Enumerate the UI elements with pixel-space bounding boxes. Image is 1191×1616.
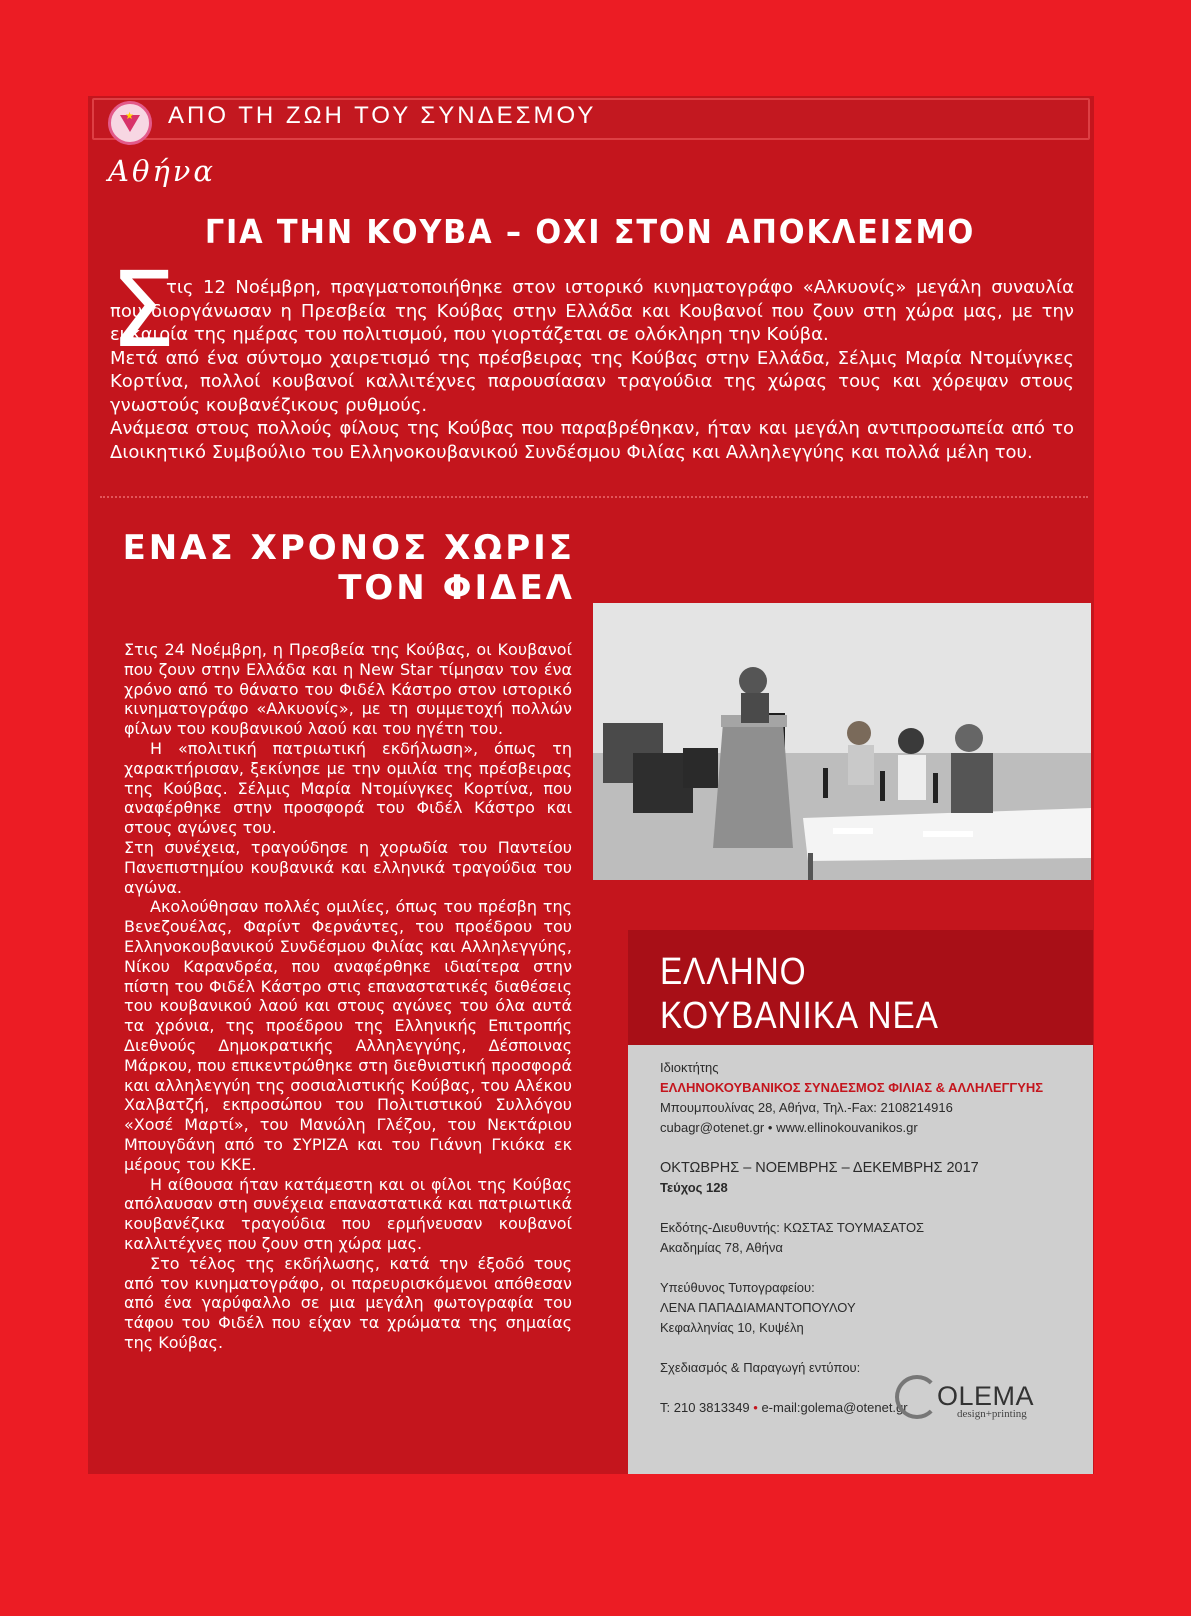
article2-paragraph: Στο τέλος της εκδήλωσης, κατά την έξοδό τους από τον κινηματογράφο, οι παρευρισκόμενοι απόθεσαν από ένα γαρύφαλλο σε μια μεγάλη φωτογραφία του τάφου του Φιδέλ που είχαν τα χρώματα της σημαίας της Κούβας.: [124, 1253, 572, 1352]
event-photo: [593, 603, 1091, 880]
article1-title: ΓΙΑ ΤΗΝ ΚΟΥΒΑ – ΟΧΙ ΣΤΟΝ ΑΠΟΚΛΕΙΣΜΟ: [204, 212, 976, 251]
publisher-name: ΚΩΣΤΑΣ ΤΟΥΜΑΣΑΤΟΣ: [783, 1220, 925, 1235]
article2-paragraph: Στις 24 Νοέμβρη, η Πρεσβεία της Κούβας, οι Κουβανοί που ζουν στην Ελλάδα και η New Star τίμησαν τον ένα χρόνο από το θάνατο του Φιδέλ Κάστρο στον ιστορικό κινηματογράφο «Αλκυονίς», με τη συμμετοχή πολλών φίλων του κουβανικού λαού και του ηγέτη του.: [124, 640, 572, 739]
article1-dropcap: Σ: [110, 249, 176, 371]
issue-number: Τεύχος 128: [660, 1180, 728, 1195]
printer-phone: Τ: 210 3813349: [660, 1400, 750, 1415]
masthead-title: [660, 950, 939, 1038]
article1-body: [110, 276, 1074, 464]
article2-title: [115, 528, 575, 608]
owner-label: Ιδιοκτήτης: [660, 1060, 719, 1075]
dotted-divider: [100, 496, 1088, 498]
bullet-separator: •: [767, 1120, 777, 1135]
owner-website[interactable]: www.ellinokouvanikos.gr: [776, 1120, 918, 1135]
article1-paragraph: Μετά από ένα σύντομο χαιρετισμό της πρέσβειρας της Κούβας στην Ελλάδα, Σέλμις Μαρία Ντομίνγκες Κορτίνα, πολλοί κουβανοί καλλιτέχνες παρουσίασαν τραγούδια της χώρας τους και χόρεψαν στους γνωστούς κουβανέζικους ρυθμούς.: [110, 347, 1074, 416]
issue-date: ΟΚΤΩΒΡΗΣ – ΝΟΕΜΒΡΗΣ – ΔΕΚΕΜΒΡΗΣ 2017: [660, 1160, 979, 1176]
event-photo-graphic: [593, 603, 1091, 880]
article2-body: [124, 640, 572, 1353]
article2-paragraph: Η «πολιτική πατριωτική εκδήλωση», όπως τη χαρακτήρισαν, ξεκίνησε με την ομιλία της πρέσβειρας της Κούβας. Σέλμις Μαρία Ντομίνγκες Κορτίνα, που αναφέρθηκε στην προσφορά του Φιδέλ Κάστρο και στους αγώνες του.: [124, 738, 572, 838]
publisher-line: [660, 1218, 1085, 1238]
design-label: Σχεδιασμός & Παραγωγή εντύπου:: [660, 1360, 861, 1375]
article1-paragraph: τις 12 Νοέμβρη, πραγματοποιήθηκε στον ιστορικό κινηματογράφο «Αλκυονίς» μεγάλη συναυλία που διοργάνωσαν η Πρεσβεία της Κούβας στην Ελλάδα και Κουβανοί που ζουν στη χώρα μας, με την ευκαιρία της ημέρας του πολιτισμού, που γιορτάζεται σε ολόκληρη την Κούβα.: [110, 277, 1074, 345]
article2-paragraph: Ακολούθησαν πολλές ομιλίες, όπως του πρέσβη της Βενεζουέλας, Φαρίντ Φερνάντες, του προέδρου του Ελληνοκουβανικού Συνδέσμου Φιλίας και Αλληλεγγύης, Νίκου Καρανδρέα, που αναφέρθηκε ιδιαίτερα στην πίστη του Φιδέλ Κάστρο στις επαναστατικές διαθέσεις του κουβανικού λαού και στους αγώνες του όλα αυτά τα χρόνια, της προέδρου της Ελληνικής Επιτροπής Διεθνούς Δημοκρατικής Αλληλεγγύης, Δέσποινας Μάρκου, που επικεντρώθηκε στη διεθνιστική προσφορά και αλληλεγγύη της σοσιαλιστικής Κούβας, του Αλέκου Χαλβατζή, εκπροσώπου του Πολιτιστικού Συλλόγου «Χοσέ Μαρτί», του Μανώλη Γλέζου, του Νεκτάριου Μπουγδάνη από το ΣΥΡΙΖΑ και του Γιάννη Γκιόκα εκ μέρους του ΚΚΕ.: [124, 897, 572, 1174]
article2-title-line1: ΕΝΑΣ ΧΡΟΝΟΣ ΧΩΡΙΣ: [122, 528, 575, 568]
publisher-label: Εκδότης-Διευθυντής:: [660, 1220, 780, 1235]
golema-name: OLEMA: [937, 1381, 1035, 1411]
article2-paragraph: Η αίθουσα ήταν κατάμεστη και οι φίλοι της Κούβας απόλαυσαν στη συνέχεια επαναστατικά και πατριωτικά κουβανέζικα τραγούδια που ερμήνευσαν κουβανοί καλλιτέχνες που ζουν στη χώρα μας.: [124, 1174, 572, 1253]
golema-subtitle: design+printing: [957, 1408, 1027, 1420]
masthead-info: [660, 1058, 1085, 1418]
masthead-title-line1: ΕΛΛΗΝΟ: [660, 951, 807, 993]
owner-name: ΕΛΛΗΝΟΚΟΥΒΑΝΙΚΟΣ ΣΥΝΔΕΣΜΟΣ ΦΙΛΙΑΣ & ΑΛΛΗΛΕΓΓΥΗΣ: [660, 1080, 1044, 1095]
association-logo: [108, 101, 152, 145]
owner-email[interactable]: cubagr@otenet.gr: [660, 1120, 765, 1135]
bullet-separator: •: [753, 1400, 762, 1415]
printer-address: Κεφαλληνίας 10, Κυψέλη: [660, 1320, 804, 1335]
printer-email[interactable]: e-mail:golema@otenet.gr: [761, 1400, 908, 1415]
contact-line: [660, 1118, 1085, 1138]
publisher-address: Ακαδημίας 78, Αθήνα: [660, 1240, 783, 1255]
section-title: ΑΠΟ ΤΗ ΖΩΗ ΤΟΥ ΣΥΝΔΕΣΜΟΥ: [168, 102, 597, 129]
owner-address: Μπουμπουλίνας 28, Αθήνα, Τηλ.-Fax: 2108214916: [660, 1100, 953, 1115]
city-label: Αθήνα: [108, 154, 216, 188]
article1-paragraph: Ανάμεσα στους πολλούς φίλους της Κούβας που παραβρέθηκαν, ήταν και μεγάλη αντιπροσωπεία από το Διοικητικό Συμβούλιο του Ελληνοκουβανικού Συνδέσμου Φιλίας και Αλληλεγγύης και πολλά μέλη του.: [110, 418, 1074, 463]
masthead-title-line2: ΚΟΥΒΑΝΙΚΑ ΝΕΑ: [660, 995, 939, 1037]
golema-g-icon: [895, 1375, 939, 1419]
printer-label: Υπεύθυνος Τυπογραφείου:: [660, 1280, 815, 1295]
article2-title-line2: ΤΟΝ ΦΙΔΕΛ: [338, 568, 575, 608]
golema-logo: [895, 1381, 1034, 1420]
star-icon: ★: [125, 111, 134, 122]
printer-name: ΛΕΝΑ ΠΑΠΑΔΙΑΜΑΝΤΟΠΟΥΛΟΥ: [660, 1300, 856, 1315]
article2-paragraph: Στη συνέχεια, τραγούδησε η χορωδία του Παντείου Πανεπιστημίου κουβανικά και ελληνικά τραγούδια του αγώνα.: [124, 837, 572, 897]
